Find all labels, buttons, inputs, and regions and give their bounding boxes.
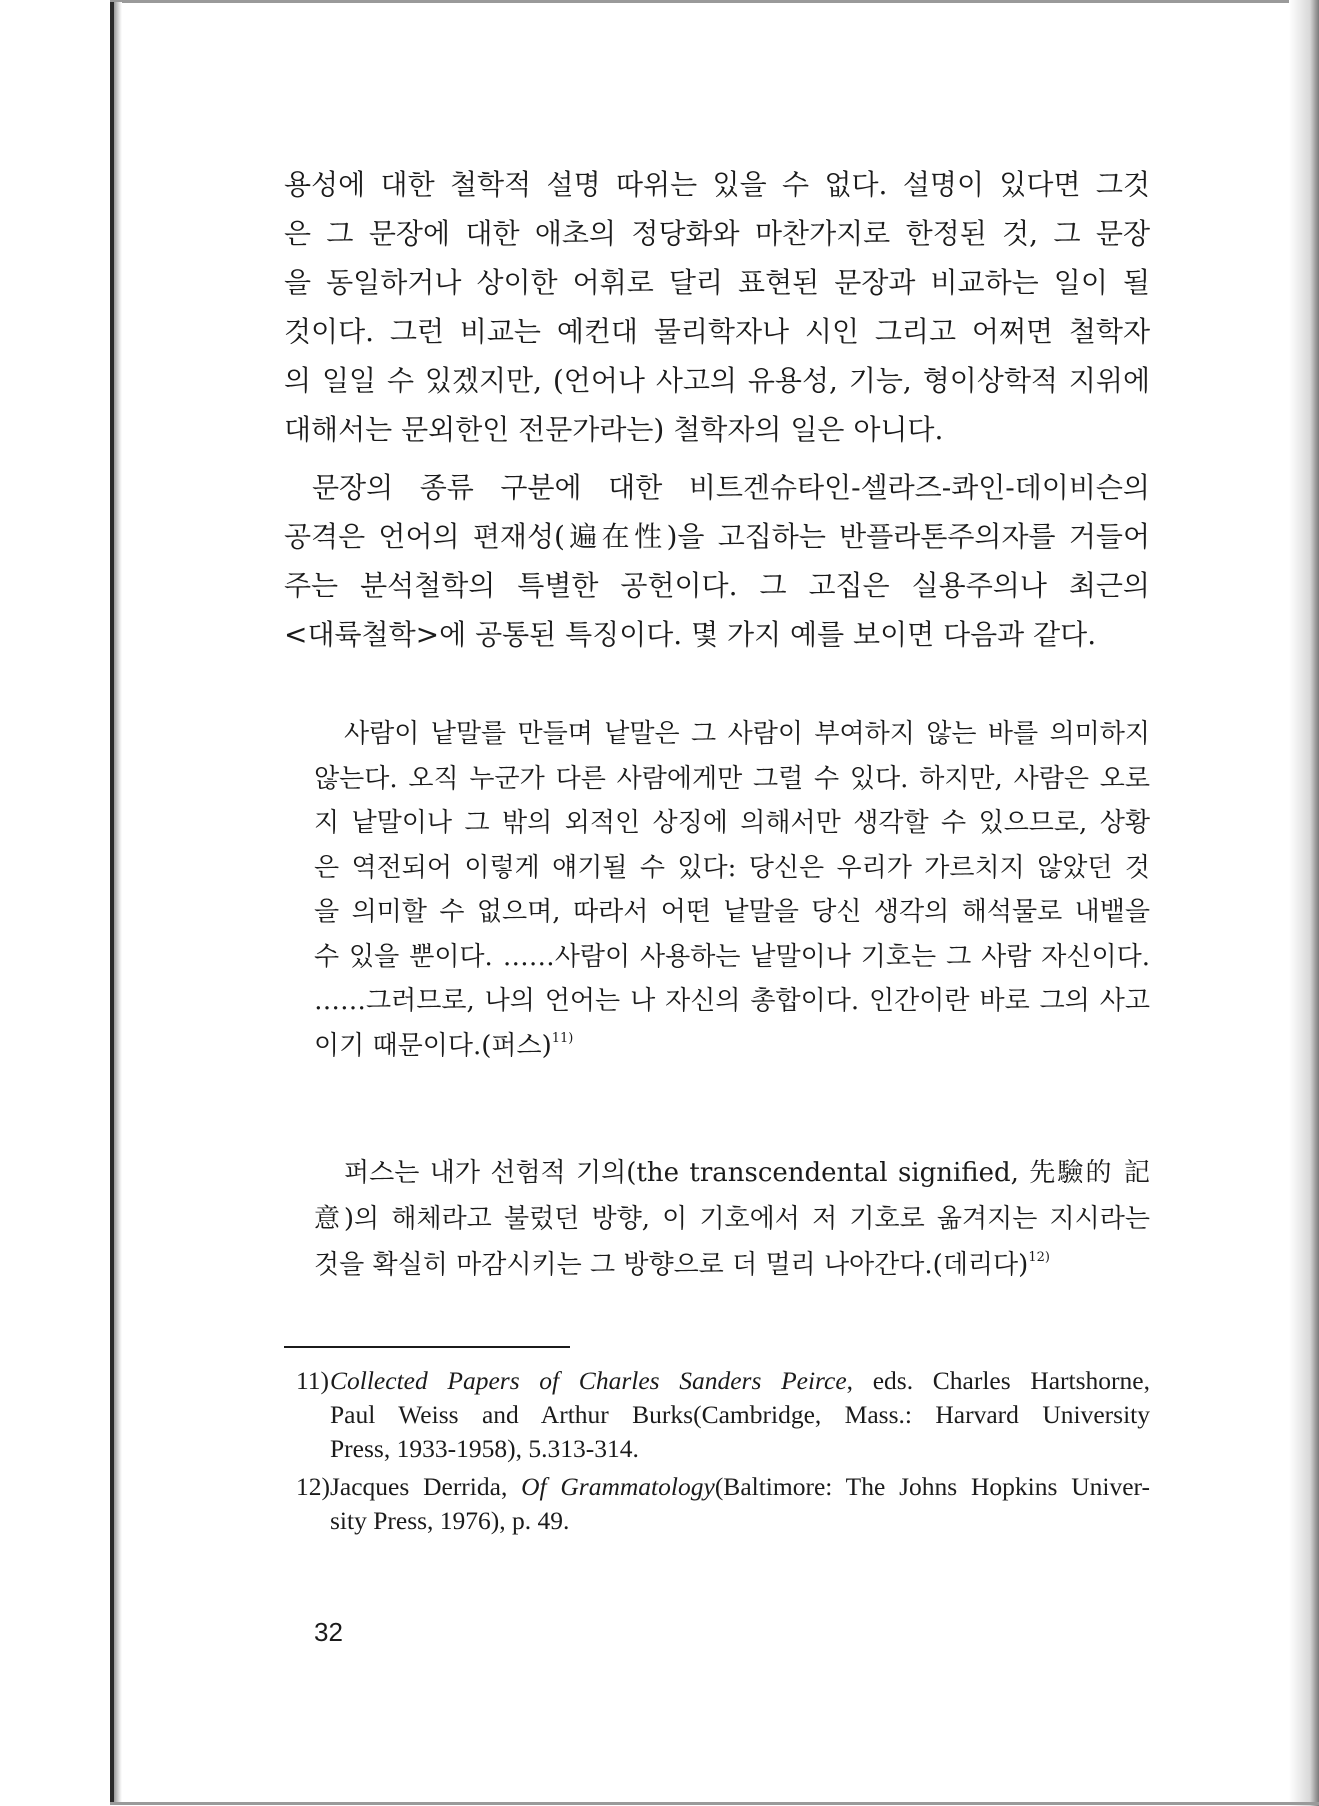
footnote-12 bbox=[296, 1470, 1150, 1538]
text-line: 을 의미할 수 없으며, 따라서 어떤 낱말을 당신 생각의 해석물로 내뱉을 bbox=[314, 897, 1150, 927]
block-quote-derrida bbox=[314, 1150, 1150, 1288]
footnote-separator bbox=[284, 1346, 570, 1348]
text-line: 을 동일하거나 상이한 어휘로 달리 표현된 문장과 비교하는 일이 될 bbox=[284, 266, 1150, 299]
text-line-last bbox=[314, 1024, 1150, 1069]
text-line: 퍼스는 내가 선험적 기의(the transcendental signified, 先驗的 記 bbox=[344, 1158, 1150, 1188]
footnote-title: Of Grammatology bbox=[521, 1472, 715, 1501]
text-line: 이기 때문이다.(퍼스) bbox=[314, 1030, 552, 1061]
footnote-line: sity Press, 1976), p. 49. bbox=[330, 1506, 570, 1535]
footnote-line: Paul Weiss and Arthur Burks(Cambridge, Mass.: Harvard University bbox=[330, 1400, 1150, 1429]
footnote-text: Jacques Derrida, bbox=[330, 1472, 522, 1501]
text-line-last bbox=[314, 1242, 1150, 1288]
page-number: 32 bbox=[314, 1617, 343, 1647]
footnote-line: Press, 1933-1958), 5.313-314. bbox=[330, 1434, 639, 1463]
text-line: 수 있을 뿐이다. ……사람이 사용하는 낱말이나 기호는 그 사람 자신이다. bbox=[314, 941, 1150, 972]
text-line: 意)의 해체라고 불렀던 방향, 이 기호에서 저 기호로 옮겨지는 지시라는 bbox=[314, 1204, 1150, 1234]
page-top-edge bbox=[110, 0, 1319, 3]
text-line: 주는 분석철학의 특별한 공헌이다. 그 고집은 실용주의나 최근의 bbox=[284, 569, 1150, 602]
text-line: 공격은 언어의 편재성(遍在性)을 고집하는 반플라톤주의자를 거들어 bbox=[284, 520, 1150, 553]
text-line: 지 낱말이나 그 밖의 외적인 상징에 의해서만 생각할 수 있으므로, 상황 bbox=[314, 808, 1150, 838]
text-line: 대해서는 문외한인 전문가라는) 철학자의 일은 아니다. bbox=[284, 413, 944, 446]
text-line: 은 역전되어 이렇게 얘기될 수 있다: 당신은 우리가 가르치지 않았던 것 bbox=[314, 852, 1150, 883]
page-edge-shadow bbox=[1289, 0, 1319, 1806]
text-line: 않는다. 오직 누군가 다른 사람에게만 그럴 수 있다. 하지만, 사람은 오로 bbox=[314, 763, 1150, 794]
text-line: 은 그 문장에 대한 애초의 정당화와 마찬가지로 한정된 것, 그 문장 bbox=[284, 217, 1150, 250]
body-paragraph-2 bbox=[284, 463, 1150, 659]
spine-shadow bbox=[114, 2, 122, 1804]
text-line: 용성에 대한 철학적 설명 따위는 있을 수 없다. 설명이 있다면 그것 bbox=[284, 168, 1150, 201]
text-line: 문장의 종류 구분에 대한 비트겐슈타인-셀라즈-콰인-데이비슨의 bbox=[312, 471, 1150, 504]
text-line: 의 일일 수 있겠지만, (언어나 사고의 유용성, 기능, 형이상학적 지위에 bbox=[284, 364, 1150, 397]
footnote-number: 11) bbox=[296, 1366, 330, 1395]
text-line: 것을 확실히 마감시키는 그 방향으로 더 멀리 나아간다.(데리다) bbox=[314, 1250, 1029, 1280]
text-line: 사람이 낱말를 만들며 낱말은 그 사람이 부여하지 않는 바를 의미하지 bbox=[344, 719, 1150, 749]
footnote-line bbox=[296, 1470, 1150, 1504]
footnote-text: (Baltimore: The Johns Hopkins Univer- bbox=[714, 1472, 1150, 1501]
text-line: 것이다. 그런 비교는 예컨대 물리학자나 시인 그리고 어쩌면 철학자 bbox=[284, 315, 1150, 348]
text-line: <대륙철학>에 공통된 특징이다. 몇 가지 예를 보이면 다음과 같다. bbox=[284, 618, 1097, 651]
footnote-mark: 12) bbox=[1028, 1250, 1050, 1265]
block-quote-peirce bbox=[314, 712, 1150, 1068]
footnote-11 bbox=[296, 1364, 1150, 1466]
page-bottom-edge bbox=[110, 1802, 1319, 1805]
footnote-text: , eds. Charles Hartshorne, bbox=[846, 1366, 1150, 1395]
text-line: ……그러므로, 나의 언어는 나 자신의 총합이다. 인간이란 바로 그의 사고 bbox=[314, 986, 1150, 1016]
footnote-mark: 11) bbox=[551, 1030, 574, 1046]
footnote-title: Collected Papers of Charles Sanders Peirce bbox=[330, 1366, 847, 1395]
footnote-line bbox=[296, 1364, 1150, 1398]
footnote-number: 12) bbox=[296, 1472, 330, 1501]
body-paragraph-1 bbox=[284, 160, 1150, 454]
